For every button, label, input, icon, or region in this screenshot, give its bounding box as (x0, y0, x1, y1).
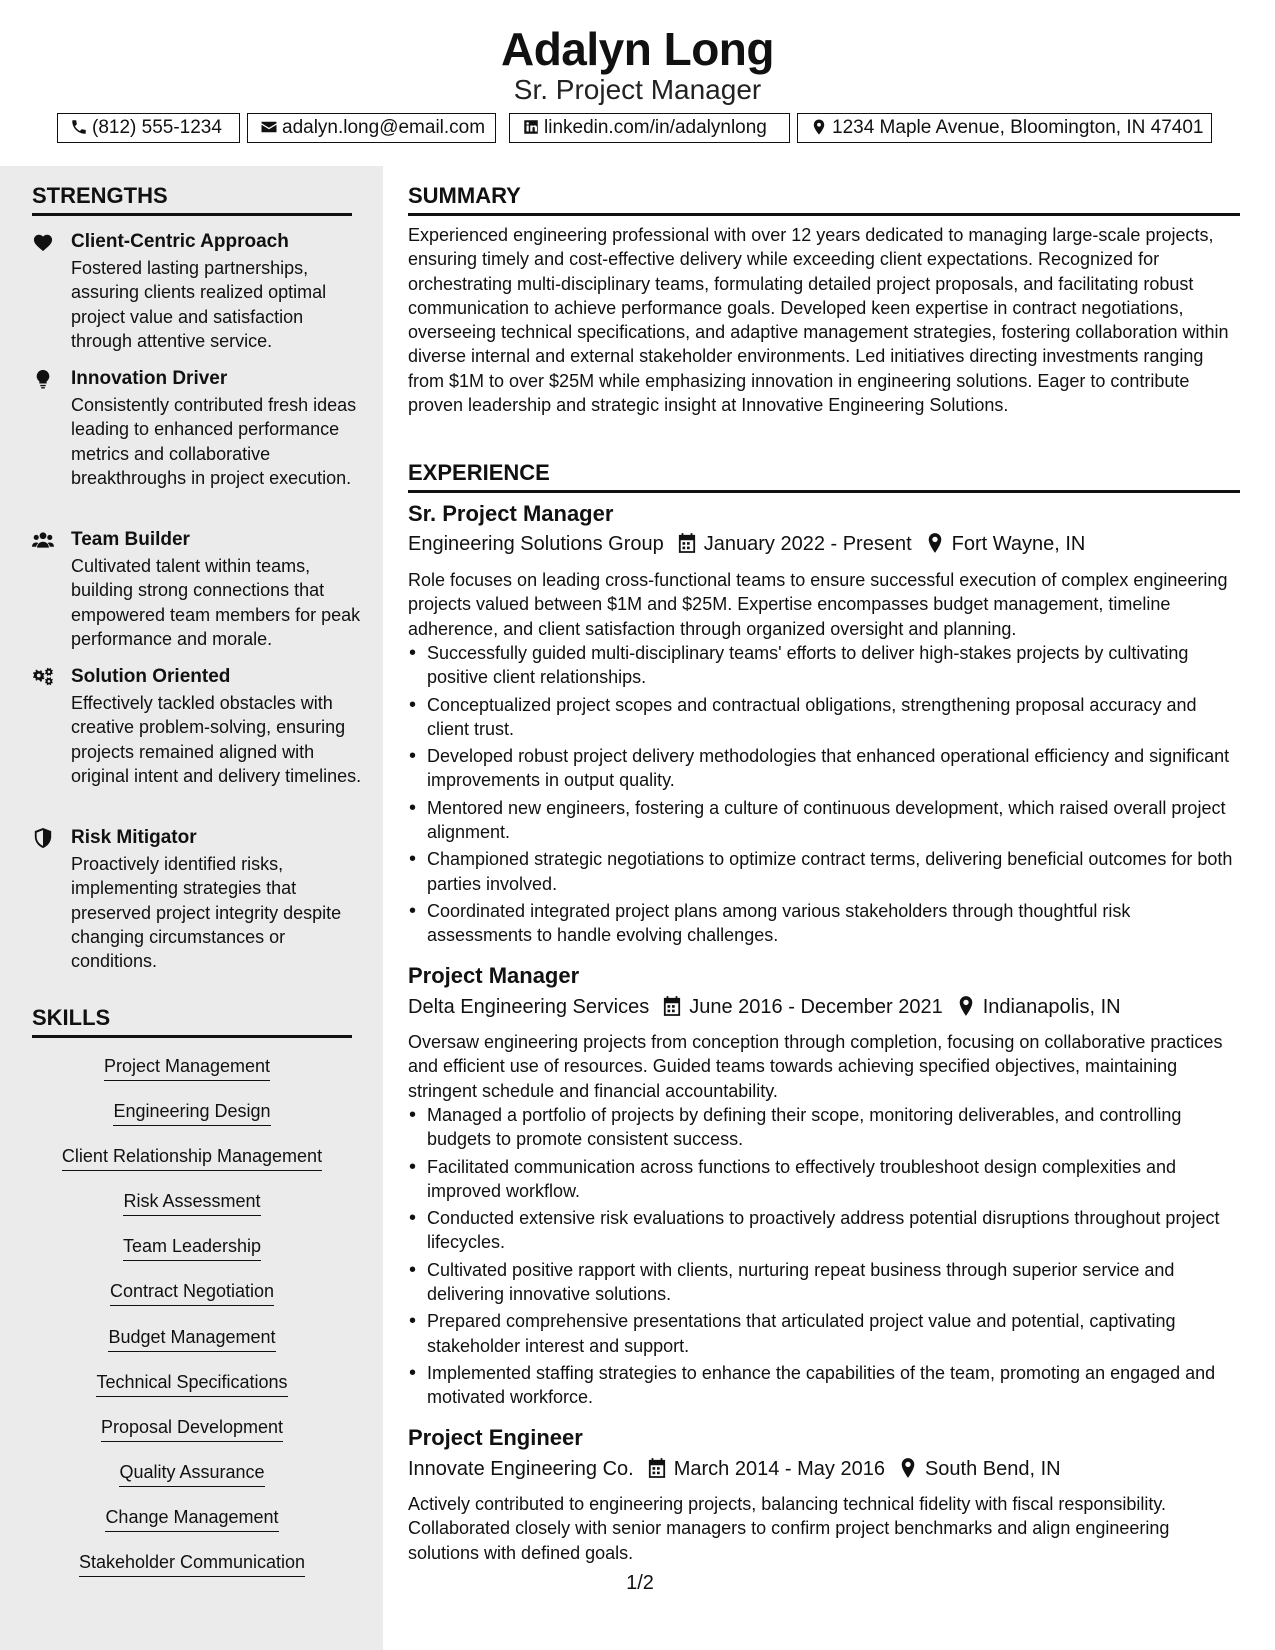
skill-item: Technical Specifications (32, 1370, 352, 1397)
strength-desc: Effectively tackled obstacles with creative problem-solving, ensuring projects remained aligned with original intent and delivery timelines. (71, 693, 362, 786)
main-content (408, 166, 1240, 1650)
envelope-icon (260, 118, 278, 136)
strength-desc: Cultivated talent within teams, building strong connections that empowered team members for peak performance and morale. (71, 556, 361, 649)
contact-email[interactable] (247, 113, 496, 143)
job-company: Delta Engineering Services (408, 996, 650, 1018)
job-meta (408, 994, 1121, 1020)
strength-title: Solution Oriented (71, 666, 231, 687)
phone-icon (70, 118, 88, 136)
strength-desc: Proactively identified risks, implementing strategies that preserved project integrity despite changing circumstances or conditions. (71, 854, 342, 972)
address-text: 1234 Maple Avenue, Bloomington, IN 47401 (832, 117, 1204, 138)
job-bullets (408, 641, 1240, 951)
page-number: 1/2 (626, 1572, 654, 1594)
contact-address (797, 113, 1212, 143)
job-location: Indianapolis, IN (982, 996, 1121, 1018)
summary-heading: SUMMARY (408, 182, 1240, 216)
skill-item: Engineering Design (32, 1099, 352, 1126)
calendar-icon (663, 996, 681, 1016)
job-company: Engineering Solutions Group (408, 533, 664, 555)
list-item: • Successfully guided multi-disciplinary teams' efforts to deliver high-stakes projects by cultivating positive client relationships. (408, 641, 1240, 690)
job-description: Actively contributed to engineering projects, balancing technical fidelity with fiscal responsibility. Collaborated closely with senior managers to confirm project benchmarks and align engineering solutions with defined goals. (408, 1494, 1170, 1563)
list-item: • Facilitated communication across functions to effectively troubleshoot design complexities and improved workflow. (408, 1155, 1240, 1204)
job-location: Fort Wayne, IN (951, 533, 1086, 555)
candidate-title: Sr. Project Manager (513, 74, 762, 105)
strength-title: Team Builder (71, 529, 190, 550)
strength-desc: Fostered lasting partnerships, assuring clients realized optimal project value and satisfaction through attentive service. (71, 258, 327, 351)
contact-row (0, 113, 1275, 145)
skill-item: Project Management (27, 1054, 347, 1081)
skill-item: Budget Management (32, 1325, 352, 1352)
skills-heading: SKILLS (32, 1004, 352, 1038)
shield-icon (32, 828, 56, 850)
calendar-icon (678, 533, 696, 553)
map-pin-icon (810, 118, 828, 136)
job-title: Project Manager (408, 963, 580, 988)
job-dates: June 2016 - December 2021 (689, 996, 943, 1018)
linkedin-icon (522, 118, 540, 136)
skill-item: Team Leadership (32, 1234, 352, 1261)
job-description: Oversaw engineering projects from conception through completion, focusing on collaborative practices and efficient use of resources. Guided teams towards achieving specified objectives, maintaining stringent schedule and financial accountability. (408, 1032, 1223, 1101)
job-dates: March 2014 - May 2016 (673, 1458, 885, 1480)
list-item: • Implemented staffing strategies to enhance the capabilities of the team, promoting an engaged and motivated workforce. (408, 1361, 1240, 1410)
sidebar (0, 166, 383, 1650)
strength-desc: Consistently contributed fresh ideas leading to enhanced performance metrics and collaborative breakthroughs in project execution. (71, 395, 357, 488)
map-pin-icon (899, 1458, 917, 1478)
phone-text: (812) 555-1234 (92, 117, 222, 138)
job-description: Role focuses on leading cross-functional teams to ensure successful execution of complex engineering projects valued between $1M and $25M. Expertise encompasses budget management, timeline adherence, and client satisfaction through organized oversight and planning. (408, 570, 1228, 639)
skill-item: Risk Assessment (32, 1189, 352, 1216)
job-title: Sr. Project Manager (408, 501, 614, 526)
calendar-icon (648, 1458, 666, 1478)
lightbulb-icon (32, 369, 56, 391)
map-pin-icon (926, 533, 944, 553)
skill-item: Change Management (32, 1505, 352, 1532)
candidate-name: Adalyn Long (500, 23, 775, 75)
list-item: • Cultivated positive rapport with clients, nurturing repeat business through superior service and delivering innovative solutions. (408, 1258, 1240, 1307)
strength-title: Risk Mitigator (71, 827, 197, 848)
skill-item: Proposal Development (32, 1415, 352, 1442)
list-item: • Mentored new engineers, fostering a culture of continuous development, which raised overall project alignment. (408, 796, 1240, 845)
email-text[interactable]: adalyn.long@email.com (282, 117, 486, 138)
contact-phone (57, 113, 240, 143)
list-item: • Conceptualized project scopes and contractual obligations, strengthening proposal accuracy and client trust. (408, 693, 1240, 742)
job-title: Project Engineer (408, 1425, 583, 1450)
list-item: • Prepared comprehensive presentations that articulated project value and potential, captivating stakeholder interest and support. (408, 1309, 1240, 1358)
linkedin-text[interactable]: linkedin.com/in/adalynlong (544, 117, 767, 138)
resume-header (0, 0, 1275, 166)
job-bullets (408, 1103, 1240, 1413)
strength-title: Client-Centric Approach (71, 231, 289, 252)
job-company: Innovate Engineering Co. (408, 1458, 634, 1480)
list-item: • Developed robust project delivery methodologies that enhanced operational efficiency and significant improvements in output quality. (408, 744, 1240, 793)
skill-item: Contract Negotiation (32, 1279, 352, 1306)
heart-icon (32, 232, 56, 254)
map-pin-icon (957, 996, 975, 1016)
strengths-heading: STRENGTHS (32, 182, 352, 216)
strength-title: Innovation Driver (71, 368, 228, 389)
job-location: South Bend, IN (924, 1458, 1061, 1480)
job-meta (408, 1456, 1061, 1482)
job-meta (408, 531, 1085, 557)
gears-icon (32, 667, 56, 689)
users-icon (32, 530, 56, 552)
list-item: • Conducted extensive risk evaluations to proactively address potential disruptions throughout project lifecycles. (408, 1206, 1240, 1255)
skill-item: Client Relationship Management (32, 1144, 352, 1171)
experience-heading: EXPERIENCE (408, 459, 1240, 493)
list-item: • Championed strategic negotiations to optimize contract terms, delivering beneficial outcomes for both parties involved. (408, 847, 1240, 896)
job-dates: January 2022 - Present (703, 533, 912, 555)
list-item: • Coordinated integrated project plans among various stakeholders through thoughtful risk assessments to handle evolving challenges. (408, 899, 1240, 948)
contact-linkedin[interactable] (509, 113, 790, 143)
skill-item: Quality Assurance (32, 1460, 352, 1487)
list-item: • Managed a portfolio of projects by defining their scope, monitoring deliverables, and controlling budgets to promote consistent success. (408, 1103, 1240, 1152)
summary-text: Experienced engineering professional with over 12 years dedicated to managing large-scale projects, ensuring timely and cost-effective delivery while exceeding client expectations. Recognized for orchestrating multi-disciplinary teams, formulating detailed project proposals, and facilitating robust communication to achieve performance goals. Developed keen expertise in contract negotiations, overseeing technical specifications, and adaptive management strategies, fostering collaboration within diverse internal and external stakeholder environments. Led initiatives directing investments ranging from $1M to over $25M while emphasizing innovation in engineering solutions. Eager to contribute proven leadership and strategic insight at Innovative Engineering Solutions. (408, 225, 1229, 416)
skill-item: Stakeholder Communication (32, 1550, 352, 1577)
